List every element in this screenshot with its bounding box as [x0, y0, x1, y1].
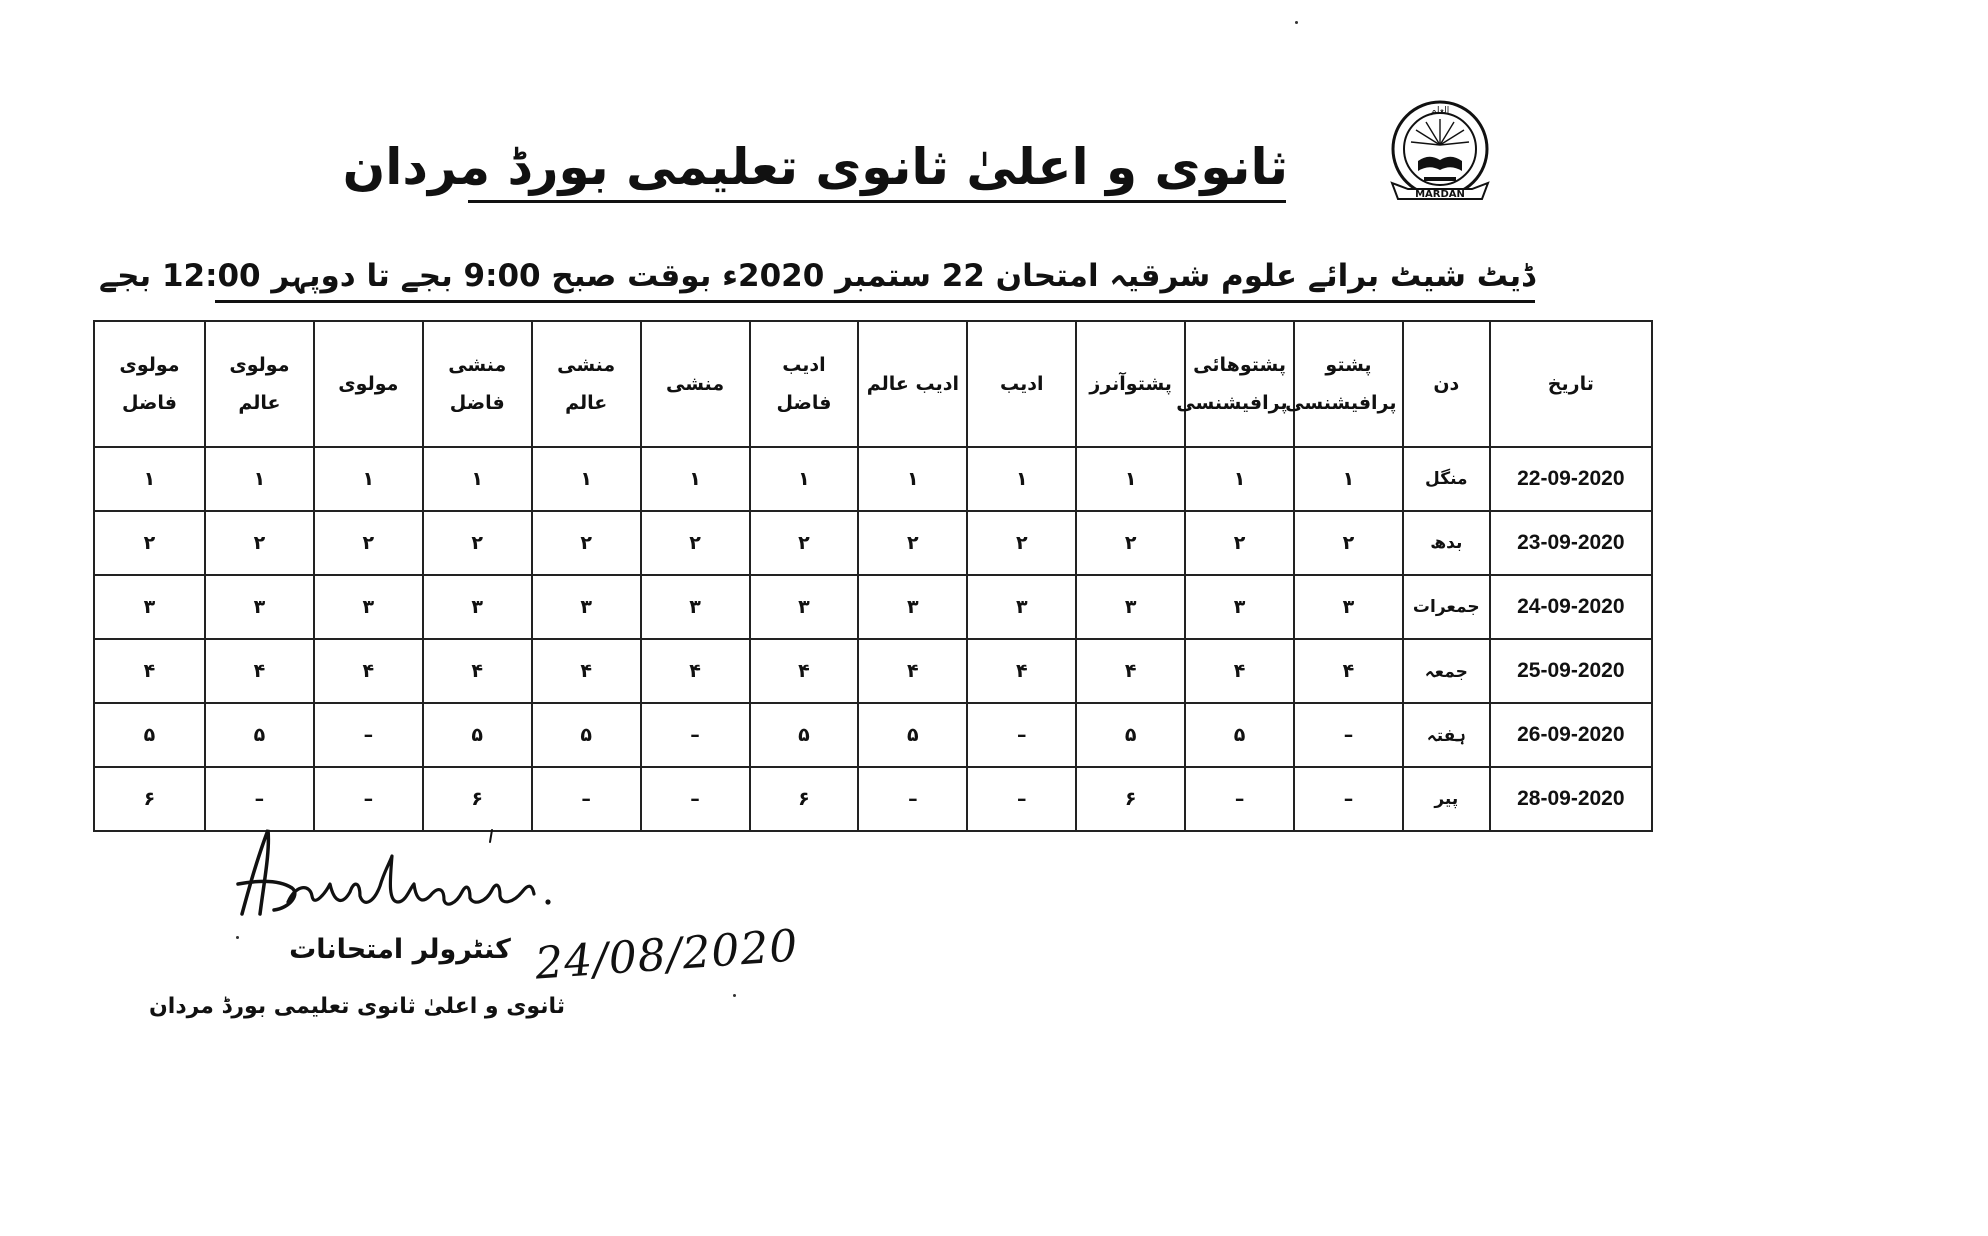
paper-cell: ۳ — [423, 575, 532, 639]
paper-cell: ۶ — [1076, 767, 1185, 831]
paper-cell: ۵ — [750, 703, 859, 767]
paper-cell: – — [1294, 703, 1403, 767]
table-row — [94, 575, 1652, 639]
paper-cell: ۴ — [205, 639, 314, 703]
table-row — [94, 511, 1652, 575]
paper-cell: ۲ — [858, 511, 967, 575]
paper-cell: ۶ — [750, 767, 859, 831]
paper-cell: ۴ — [532, 639, 641, 703]
paper-cell: ۴ — [314, 639, 423, 703]
board-footer-name: ثانوی و اعلیٰ ثانوی تعلیمی بورڈ مردان — [149, 994, 565, 1019]
row-date: 22-09-2020 — [1490, 447, 1652, 511]
date-sheet-table — [93, 320, 1653, 832]
paper-cell: ۵ — [858, 703, 967, 767]
header-maulvi-fazil: مولوی فاضل — [94, 321, 205, 447]
header-maulvi-alim: مولوی عالم — [205, 321, 314, 447]
header-date: تاریخ — [1490, 321, 1652, 447]
row-day: ہفتہ — [1403, 703, 1490, 767]
paper-cell: ۲ — [750, 511, 859, 575]
paper-cell: ۲ — [1294, 511, 1403, 575]
paper-cell: ۱ — [314, 447, 423, 511]
scan-speck — [733, 994, 736, 997]
header-munshi: منشی — [641, 321, 750, 447]
paper-cell: ۳ — [1076, 575, 1185, 639]
row-day: جمعہ — [1403, 639, 1490, 703]
svg-text:العلم: العلم — [1430, 106, 1450, 116]
paper-cell: ۳ — [750, 575, 859, 639]
row-day: منگل — [1403, 447, 1490, 511]
paper-cell: ۳ — [1294, 575, 1403, 639]
row-date: 25-09-2020 — [1490, 639, 1652, 703]
paper-cell: ۲ — [641, 511, 750, 575]
paper-cell: ۵ — [1185, 703, 1294, 767]
row-day: جمعرات — [1403, 575, 1490, 639]
paper-cell: ۲ — [532, 511, 641, 575]
paper-cell: ۴ — [94, 639, 205, 703]
paper-cell: ۲ — [94, 511, 205, 575]
paper-cell: ۴ — [1076, 639, 1185, 703]
paper-cell: ۱ — [967, 447, 1076, 511]
signature-date: 24/08/2020 — [533, 920, 800, 990]
svg-text:MARDAN: MARDAN — [1415, 189, 1465, 200]
paper-cell: – — [1294, 767, 1403, 831]
paper-cell: – — [967, 703, 1076, 767]
paper-cell: – — [641, 767, 750, 831]
paper-cell: ۳ — [532, 575, 641, 639]
header-adeeb: ادیب — [967, 321, 1076, 447]
paper-cell: ۱ — [641, 447, 750, 511]
paper-cell: ۱ — [94, 447, 205, 511]
paper-cell: ۲ — [314, 511, 423, 575]
paper-cell: ۴ — [750, 639, 859, 703]
table-row — [94, 639, 1652, 703]
paper-cell: ۵ — [532, 703, 641, 767]
paper-cell: ۳ — [858, 575, 967, 639]
heading-underline — [215, 300, 1535, 303]
row-date: 23-09-2020 — [1490, 511, 1652, 575]
header-pashto-honours: پشتوآنرز — [1076, 321, 1185, 447]
paper-cell: ۵ — [94, 703, 205, 767]
paper-cell: ۱ — [532, 447, 641, 511]
paper-cell: ۴ — [967, 639, 1076, 703]
paper-cell: ۱ — [423, 447, 532, 511]
row-day: پیر — [1403, 767, 1490, 831]
paper-cell: ۴ — [641, 639, 750, 703]
board-title: ثانوی و اعلیٰ ثانوی تعلیمی بورڈ مردان — [342, 138, 1288, 196]
board-seal-logo — [1378, 95, 1503, 207]
paper-cell: ۳ — [94, 575, 205, 639]
paper-cell: ۱ — [1076, 447, 1185, 511]
paper-cell: – — [858, 767, 967, 831]
header-pashto-high-proficiency: پشتوھائی پرافیشنسی — [1185, 321, 1294, 447]
paper-cell: ۱ — [858, 447, 967, 511]
paper-cell: ۲ — [1185, 511, 1294, 575]
paper-cell: ۲ — [205, 511, 314, 575]
controller-title: کنٹرولر امتحانات — [289, 934, 511, 965]
paper-cell: ۵ — [423, 703, 532, 767]
paper-cell: – — [1185, 767, 1294, 831]
paper-cell: ۴ — [1185, 639, 1294, 703]
row-date: 28-09-2020 — [1490, 767, 1652, 831]
table-row — [94, 703, 1652, 767]
paper-cell: – — [641, 703, 750, 767]
paper-cell: ۶ — [423, 767, 532, 831]
paper-cell: ۳ — [641, 575, 750, 639]
scan-speck — [236, 936, 239, 939]
paper-cell: ۳ — [1185, 575, 1294, 639]
row-date: 24-09-2020 — [1490, 575, 1652, 639]
paper-cell: ۳ — [314, 575, 423, 639]
table-row — [94, 447, 1652, 511]
paper-cell: – — [967, 767, 1076, 831]
paper-cell: – — [314, 767, 423, 831]
paper-cell: ۲ — [967, 511, 1076, 575]
paper-cell: ۴ — [423, 639, 532, 703]
paper-cell: ۱ — [1294, 447, 1403, 511]
paper-cell: ۱ — [750, 447, 859, 511]
paper-cell: ۲ — [1076, 511, 1185, 575]
header-adeeb-fazil: ادیب فاضل — [750, 321, 859, 447]
paper-cell: ۲ — [423, 511, 532, 575]
paper-cell: ۵ — [205, 703, 314, 767]
row-day: بدھ — [1403, 511, 1490, 575]
header-day: دن — [1403, 321, 1490, 447]
paper-cell: ۳ — [967, 575, 1076, 639]
paper-cell: ۱ — [205, 447, 314, 511]
paper-cell: ۴ — [858, 639, 967, 703]
table-header-row — [94, 321, 1652, 447]
header-pashto-proficiency: پشتو پرافیشنسی — [1294, 321, 1403, 447]
paper-cell: ۱ — [1185, 447, 1294, 511]
header-adeeb-alim: ادیب عالم — [858, 321, 967, 447]
header-maulvi: مولوی — [314, 321, 423, 447]
controller-signature — [230, 822, 560, 922]
paper-cell: ۶ — [94, 767, 205, 831]
paper-cell: ۴ — [1294, 639, 1403, 703]
paper-cell: – — [205, 767, 314, 831]
paper-cell: ۵ — [1076, 703, 1185, 767]
row-date: 26-09-2020 — [1490, 703, 1652, 767]
header-munshi-fazil: منشی فاضل — [423, 321, 532, 447]
scan-speck — [1295, 21, 1298, 24]
title-underline — [468, 200, 1286, 203]
paper-cell: – — [532, 767, 641, 831]
paper-cell: ۳ — [205, 575, 314, 639]
datesheet-heading: ڈیٹ شیٹ برائے علوم شرقیہ امتحان 22 ستمبر 2020ء بوقت صبح 9:00 بجے تا دوپہر 12:00 بجے — [99, 258, 1535, 294]
paper-cell: – — [314, 703, 423, 767]
header-munshi-alim: منشی عالم — [532, 321, 641, 447]
